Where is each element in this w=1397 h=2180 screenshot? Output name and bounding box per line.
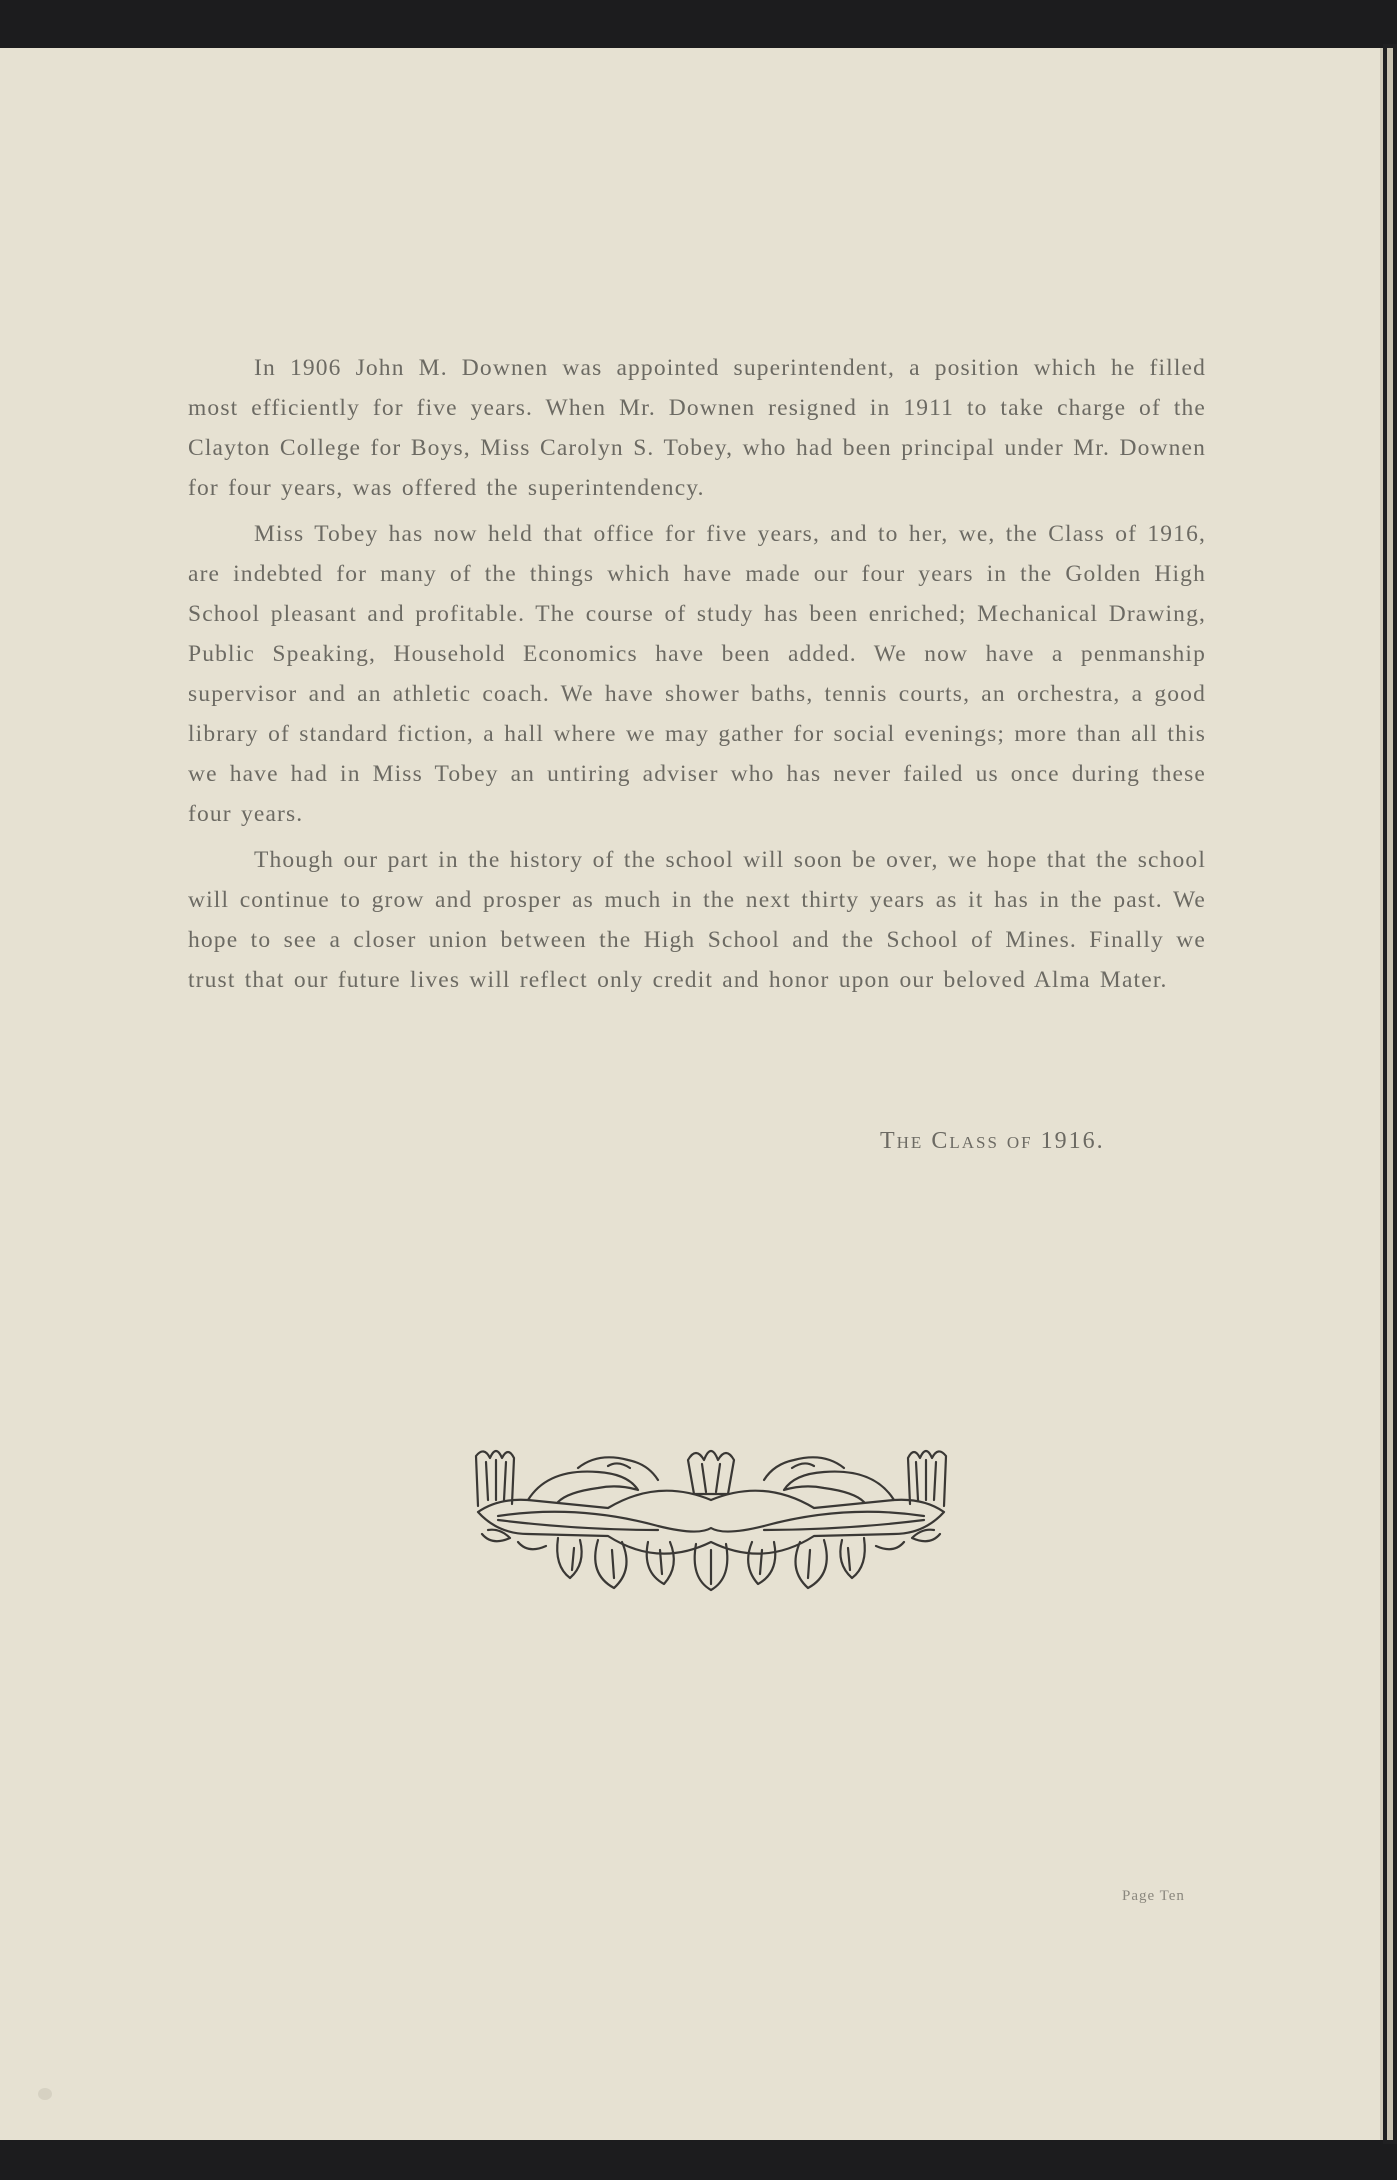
page-number: Page Ten — [1122, 1888, 1185, 1904]
paper-speck — [38, 2088, 52, 2100]
page-edge-strip — [1387, 48, 1393, 2140]
paragraph-2: Miss Tobey has now held that office for five years, and to her, we, the Class of 1916, are indebted for many of the things which have made our four years in the Golden High School pleasant and profitable. The course of study has been enriched; Mechanical Drawing, Public Speaking, Household Economics have been added. We now have a penmanship supervisor and an athletic coach. We have shower baths, tennis courts, an orchestra, a good library of standard fiction, a hall where we may gather for social evenings; more than all this we have had in Miss Tobey an untiring adviser who has never failed us once during these four years. — [188, 521, 1206, 827]
body-text — [188, 348, 1206, 1006]
paragraph-3: Though our part in the history of the school will soon be over, we hope that the school will continue to grow and prosper as much in the next thirty years as it has in the past. We hope to see a closer union between the High School and the School of Mines. Finally we trust that our future lives will reflect only credit and honor upon our beloved Alma Mater. — [188, 847, 1206, 993]
floral-tulip-ornament-icon — [458, 1438, 964, 1598]
book-page — [0, 48, 1386, 2140]
paragraph-1: In 1906 John M. Downen was appointed superintendent, a position which he filled most efficiently for five years. When Mr. Downen resigned in 1911 to take charge of the Clayton College for Boys, Miss Carolyn S. Tobey, who had been principal under Mr. Downen for four years, was offered the superintendency. — [188, 355, 1206, 501]
signature: The Class of 1916. — [880, 1128, 1105, 1154]
